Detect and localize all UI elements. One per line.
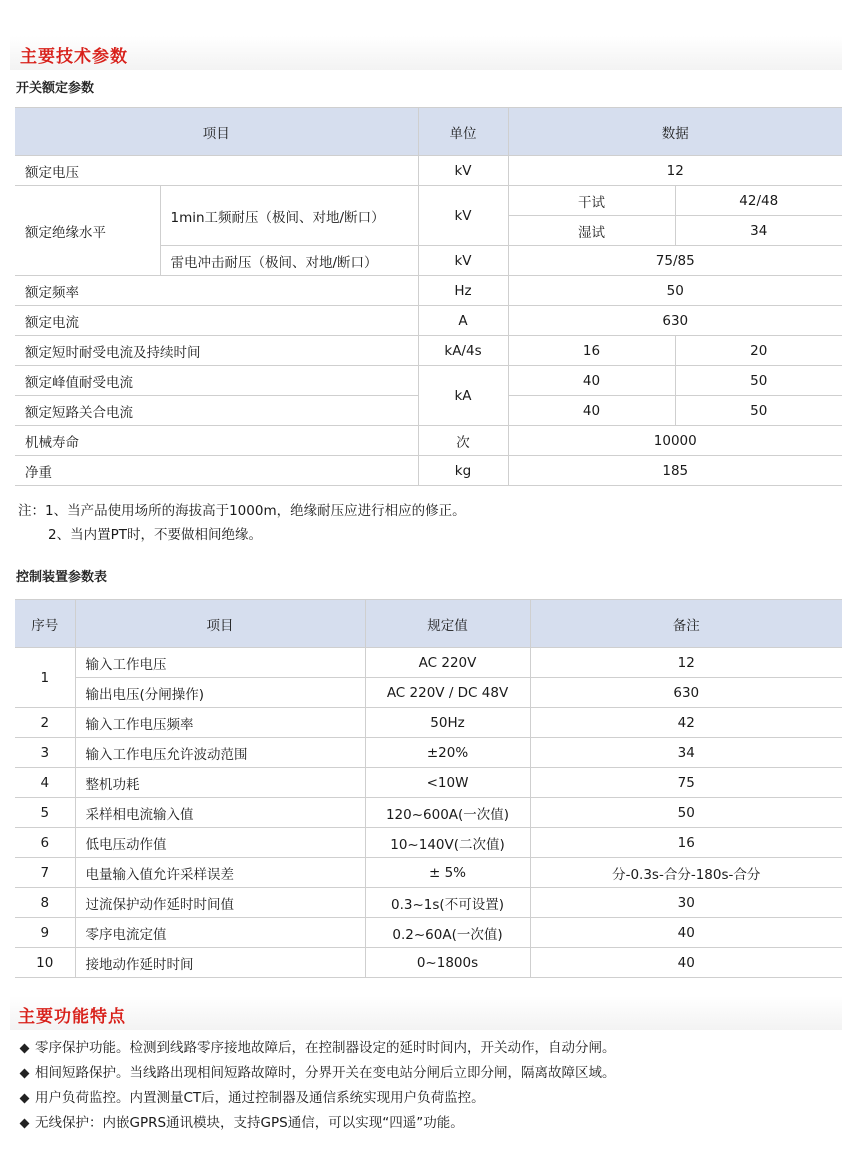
row-remark: 75: [530, 768, 842, 798]
row-item: 输入工作电压频率: [75, 708, 365, 738]
section-bar-tech: [10, 36, 842, 70]
row-sublabel: 1min工频耐压（极间、对地/断口）: [160, 186, 418, 246]
row-item: 输入工作电压: [75, 648, 365, 678]
notes: [18, 499, 466, 547]
note-line-1: 注：1、当产品使用场所的海拔高于1000m，绝缘耐压应进行相应的修正。: [18, 503, 466, 519]
feature-text: 零序保护功能。检测到线路零序接地故障后，在控制器设定的延时时间内，开关动作，自动分闸。: [35, 1040, 616, 1056]
row-value: 16: [508, 336, 675, 366]
row-no: 6: [15, 828, 75, 858]
table-row: [15, 708, 842, 738]
row-no: 1: [15, 648, 75, 708]
table-row: [15, 336, 842, 366]
table-row: [15, 366, 842, 396]
switch-table-subtitle: 开关额定参数: [16, 81, 95, 96]
row-unit: A: [418, 306, 508, 336]
row-remark: 40: [530, 918, 842, 948]
table-row: [15, 156, 842, 186]
header-no: 序号: [15, 600, 75, 648]
table-row: [15, 678, 842, 708]
list-item: [18, 1086, 616, 1111]
table-row: [15, 828, 842, 858]
table-row: [15, 306, 842, 336]
table-row: [15, 456, 842, 486]
table-row: [15, 948, 842, 978]
row-unit: kV: [418, 156, 508, 186]
diamond-bullet-icon: [20, 1044, 30, 1054]
row-value: 34: [675, 216, 842, 246]
feature-text: 相间短路保护。当线路出现相间短路故障时，分界开关在变电站分闸后立即分闸，隔离故障区域。: [35, 1065, 616, 1081]
section-bar-features: [10, 996, 842, 1030]
list-item: [18, 1036, 616, 1061]
header-remark: 备注: [530, 600, 842, 648]
row-item: 过流保护动作延时时间值: [75, 888, 365, 918]
row-no: 5: [15, 798, 75, 828]
table-header-row: [15, 108, 842, 156]
diamond-bullet-icon: [20, 1119, 30, 1129]
row-unit: kA/4s: [418, 336, 508, 366]
table-row: [15, 426, 842, 456]
table-row: [15, 858, 842, 888]
row-label: 额定电流: [15, 306, 418, 336]
row-item: 整机功耗: [75, 768, 365, 798]
row-label: 额定电压: [15, 156, 418, 186]
row-label: 净重: [15, 456, 418, 486]
row-value: 20: [675, 336, 842, 366]
row-item: 电量输入值允许采样误差: [75, 858, 365, 888]
table-row: [15, 768, 842, 798]
header-spec: 规定值: [365, 600, 530, 648]
header-item: 项目: [15, 108, 418, 156]
row-value: 75/85: [508, 246, 842, 276]
row-value: 630: [508, 306, 842, 336]
row-value: 50: [508, 276, 842, 306]
row-no: 4: [15, 768, 75, 798]
row-spec: 0~1800s: [365, 948, 530, 978]
row-label: 额定频率: [15, 276, 418, 306]
row-spec: AC 220V / DC 48V: [365, 678, 530, 708]
row-spec: ±20%: [365, 738, 530, 768]
header-item: 项目: [75, 600, 365, 648]
row-unit: kg: [418, 456, 508, 486]
row-sublabel: 雷电冲击耐压（极间、对地/断口）: [160, 246, 418, 276]
row-value: 185: [508, 456, 842, 486]
row-no: 7: [15, 858, 75, 888]
row-no: 8: [15, 888, 75, 918]
row-no: 3: [15, 738, 75, 768]
row-value: 40: [508, 396, 675, 426]
row-unit: kV: [418, 186, 508, 246]
row-spec: 50Hz: [365, 708, 530, 738]
row-value: 42/48: [675, 186, 842, 216]
row-value: 50: [675, 396, 842, 426]
diamond-bullet-icon: [20, 1069, 30, 1079]
row-no: 9: [15, 918, 75, 948]
row-remark: 630: [530, 678, 842, 708]
row-spec: 0.2~60A(一次值): [365, 918, 530, 948]
row-label: 机械寿命: [15, 426, 418, 456]
row-remark: 42: [530, 708, 842, 738]
table-row: [15, 738, 842, 768]
row-spec: <10W: [365, 768, 530, 798]
row-label: 额定短时耐受电流及持续时间: [15, 336, 418, 366]
row-condition: 湿试: [508, 216, 675, 246]
features-list: [18, 1036, 616, 1136]
table-header-row: [15, 600, 842, 648]
row-spec: 120~600A(一次值): [365, 798, 530, 828]
section-title-features: 主要功能特点: [18, 1007, 126, 1027]
row-unit: kA: [418, 366, 508, 426]
header-data: 数据: [508, 108, 842, 156]
control-table-subtitle: 控制装置参数表: [16, 570, 108, 585]
row-value: 12: [508, 156, 842, 186]
row-label: 额定短路关合电流: [15, 396, 418, 426]
row-value: 10000: [508, 426, 842, 456]
section-title-tech: 主要技术参数: [20, 47, 128, 67]
row-remark: 40: [530, 948, 842, 978]
list-item: [18, 1111, 616, 1136]
table-row: [15, 648, 842, 678]
feature-text: 用户负荷监控。内置测量CT后，通过控制器及通信系统实现用户负荷监控。: [35, 1090, 485, 1106]
row-condition: 干试: [508, 186, 675, 216]
row-remark: 分-0.3s-合分-180s-合分: [530, 858, 842, 888]
row-remark: 12: [530, 648, 842, 678]
row-no: 2: [15, 708, 75, 738]
row-item: 接地动作延时时间: [75, 948, 365, 978]
row-item: 低电压动作值: [75, 828, 365, 858]
row-unit: 次: [418, 426, 508, 456]
row-item: 输出电压(分闸操作): [75, 678, 365, 708]
table-row: [15, 888, 842, 918]
control-params-table: [15, 599, 842, 978]
row-remark: 16: [530, 828, 842, 858]
table-row: [15, 918, 842, 948]
table-row: [15, 798, 842, 828]
row-label: 额定峰值耐受电流: [15, 366, 418, 396]
table-row: [15, 276, 842, 306]
note-line-2: 2、当内置PT时，不要做相间绝缘。: [48, 527, 262, 543]
row-spec: 0.3~1s(不可设置): [365, 888, 530, 918]
row-spec: ± 5%: [365, 858, 530, 888]
table-row: [15, 186, 842, 216]
row-label: 额定绝缘水平: [15, 186, 160, 276]
row-spec: AC 220V: [365, 648, 530, 678]
feature-text: 无线保护：内嵌GPRS通讯模块，支持GPS通信，可以实现“四遥”功能。: [35, 1115, 464, 1131]
row-value: 40: [508, 366, 675, 396]
row-remark: 50: [530, 798, 842, 828]
row-item: 采样相电流输入值: [75, 798, 365, 828]
row-remark: 34: [530, 738, 842, 768]
row-no: 10: [15, 948, 75, 978]
row-unit: kV: [418, 246, 508, 276]
switch-params-table: [15, 107, 842, 486]
diamond-bullet-icon: [20, 1094, 30, 1104]
list-item: [18, 1061, 616, 1086]
row-spec: 10~140V(二次值): [365, 828, 530, 858]
row-value: 50: [675, 366, 842, 396]
row-item: 输入工作电压允许波动范围: [75, 738, 365, 768]
row-item: 零序电流定值: [75, 918, 365, 948]
row-unit: Hz: [418, 276, 508, 306]
header-unit: 单位: [418, 108, 508, 156]
row-remark: 30: [530, 888, 842, 918]
